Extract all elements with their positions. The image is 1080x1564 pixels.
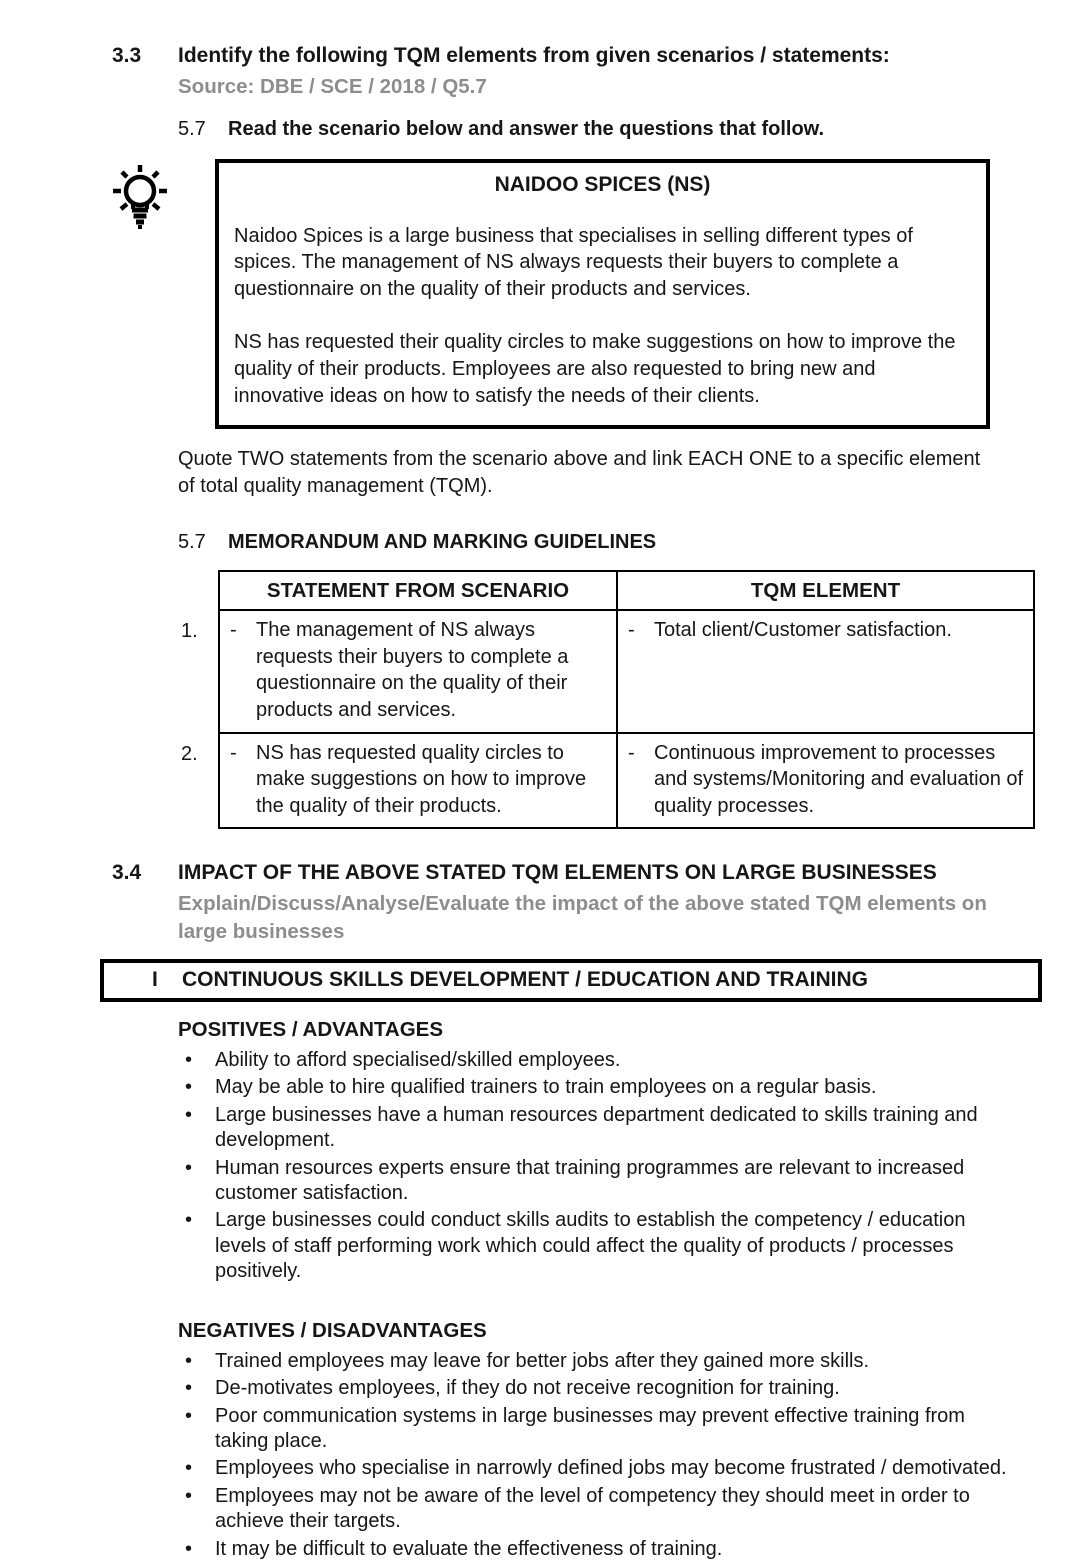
list-item bbox=[178, 1075, 1010, 1100]
bullet-icon: • bbox=[185, 1377, 193, 1400]
list-item bbox=[178, 1349, 1010, 1374]
bullet-text: Human resources experts ensure that training programmes are relevant to increased customer satisfaction. bbox=[215, 1156, 965, 1204]
bullet-icon: • bbox=[185, 1209, 193, 1232]
table-row bbox=[178, 610, 1034, 732]
hanging-item bbox=[230, 617, 608, 723]
element-text: Total client/Customer satisfaction. bbox=[654, 619, 952, 642]
bullet-text: Employees may not be aware of the level of competency they should meet in order to achieve their targets. bbox=[215, 1484, 970, 1533]
memo-number: 5.7 bbox=[178, 531, 206, 554]
scenario-paragraph-1: Naidoo Spices is a large business that specialises in selling different types of spices. The management of NS always requests their buyers to complete a questionnaire on the quality of their products and services. bbox=[234, 224, 913, 300]
table-header-statement: STATEMENT FROM SCENARIO bbox=[219, 571, 617, 610]
table-header-element: TQM ELEMENT bbox=[617, 571, 1034, 610]
scenario-box bbox=[215, 159, 990, 429]
table-row bbox=[178, 733, 1034, 829]
question-title: Read the scenario below and answer the questions that follow. bbox=[228, 118, 825, 141]
memo-heading bbox=[178, 529, 1035, 556]
negatives-section bbox=[178, 1317, 1010, 1562]
statement-text: NS has requested quality circles to make suggestions on how to improve the quality of their products. bbox=[256, 741, 587, 817]
banner-index: I bbox=[152, 967, 158, 991]
bullet-text: De-motivates employees, if they do not receive recognition for training. bbox=[215, 1377, 840, 1400]
element-cell bbox=[617, 610, 1034, 732]
bullet-icon: • bbox=[185, 1103, 193, 1126]
row-number-spacer bbox=[178, 571, 219, 610]
bullet-text: Trained employees may leave for better jobs after they gained more skills. bbox=[215, 1349, 870, 1372]
section-number: 3.3 bbox=[112, 44, 142, 67]
section-3-3 bbox=[112, 42, 1035, 100]
statement-cell bbox=[219, 610, 617, 732]
quote-instruction: Quote TWO statements from the scenario above and link EACH ONE to a specific element of total quality management (TQM). bbox=[178, 448, 981, 497]
scenario-paragraph-2: NS has requested their quality circles to make suggestions on how to improve the quality of their products. Employees are also requested to bring new and innovative ideas on how to satisfy the needs of their clients. bbox=[234, 331, 956, 407]
list-item bbox=[178, 1208, 1010, 1284]
dash-marker: - bbox=[628, 619, 635, 642]
section-title: IMPACT OF THE ABOVE STATED TQM ELEMENTS ON LARGE BUSINESSES bbox=[178, 861, 937, 885]
bullet-text: Poor communication systems in large businesses may prevent effective training from taking place. bbox=[215, 1404, 965, 1452]
bullet-text: Ability to afford specialised/skilled employees. bbox=[215, 1049, 621, 1072]
bullet-icon: • bbox=[185, 1349, 193, 1372]
bullet-icon: • bbox=[185, 1537, 193, 1560]
negatives-heading: NEGATIVES / DISADVANTAGES bbox=[178, 1318, 487, 1342]
bullet-text: May be able to hire qualified trainers to train employees on a regular basis. bbox=[215, 1076, 877, 1099]
hanging-item bbox=[230, 740, 608, 820]
scenario-section bbox=[215, 159, 990, 429]
list-item bbox=[178, 1484, 1010, 1535]
list-item bbox=[178, 1048, 1010, 1073]
question-5-7-read bbox=[178, 116, 1035, 143]
positives-heading: POSITIVES / ADVANTAGES bbox=[178, 1017, 444, 1041]
hanging-item bbox=[628, 740, 1025, 820]
bullet-icon: • bbox=[185, 1076, 193, 1099]
section-3-4 bbox=[112, 859, 1035, 944]
hanging-item bbox=[628, 617, 1025, 644]
positives-section bbox=[178, 1016, 1010, 1285]
bullet-icon: • bbox=[185, 1484, 193, 1507]
impact-subtitle: Explain/Discuss/Analyse/Evaluate the impact of the above stated TQM elements on large businesses bbox=[178, 892, 987, 943]
source-note: Source: DBE / SCE / 2018 / Q5.7 bbox=[178, 74, 487, 98]
list-item bbox=[178, 1376, 1010, 1401]
list-item bbox=[178, 1103, 1010, 1154]
bullet-text: Employees who specialise in narrowly defined jobs may become frustrated / demotivated. bbox=[215, 1457, 1007, 1480]
row-number: 1. bbox=[181, 620, 198, 643]
memo-title: MEMORANDUM AND MARKING GUIDELINES bbox=[228, 531, 657, 554]
row-number: 2. bbox=[181, 742, 198, 765]
statement-text: The management of NS always requests their buyers to complete a questionnaire on the quality of their products and services. bbox=[256, 619, 569, 722]
positives-list bbox=[178, 1048, 1010, 1285]
bullet-text: Large businesses could conduct skills audits to establish the competency / education levels of staff performing work which could affect the quality of products / processes positively. bbox=[215, 1209, 966, 1283]
section-3-3-body bbox=[178, 42, 1030, 100]
table-header-row bbox=[178, 571, 1034, 610]
bullet-icon: • bbox=[185, 1156, 193, 1179]
banner-title: CONTINUOUS SKILLS DEVELOPMENT / EDUCATION AND TRAINING bbox=[182, 967, 869, 991]
list-item bbox=[178, 1156, 1010, 1207]
section-title: Identify the following TQM elements from given scenarios / statements: bbox=[178, 44, 890, 67]
section-number: 3.4 bbox=[112, 861, 142, 885]
negatives-list bbox=[178, 1349, 1010, 1562]
idea-lightbulb-icon bbox=[108, 161, 172, 245]
section-3-4-body bbox=[178, 859, 1030, 944]
bullet-icon: • bbox=[185, 1457, 193, 1480]
bullet-text: Large businesses have a human resources department dedicated to skills training and development. bbox=[215, 1103, 978, 1152]
bullet-text: It may be difficult to evaluate the effectiveness of training. bbox=[215, 1537, 723, 1560]
dash-marker: - bbox=[628, 741, 635, 764]
memo-table bbox=[178, 570, 1035, 829]
list-item bbox=[178, 1537, 1010, 1562]
question-number: 5.7 bbox=[178, 118, 206, 141]
list-item bbox=[178, 1456, 1010, 1481]
bullet-icon: • bbox=[185, 1404, 193, 1427]
scenario-title: NAIDOO SPICES (NS) bbox=[494, 172, 711, 196]
statement-cell bbox=[219, 733, 617, 829]
list-item bbox=[178, 1404, 1010, 1455]
element-cell bbox=[617, 733, 1034, 829]
bullet-icon: • bbox=[185, 1049, 193, 1072]
skills-banner bbox=[100, 959, 1042, 1002]
dash-marker: - bbox=[230, 619, 237, 642]
dash-marker: - bbox=[230, 741, 237, 764]
element-text: Continuous improvement to processes and systems/Monitoring and evaluation of quality processes. bbox=[654, 741, 1024, 817]
